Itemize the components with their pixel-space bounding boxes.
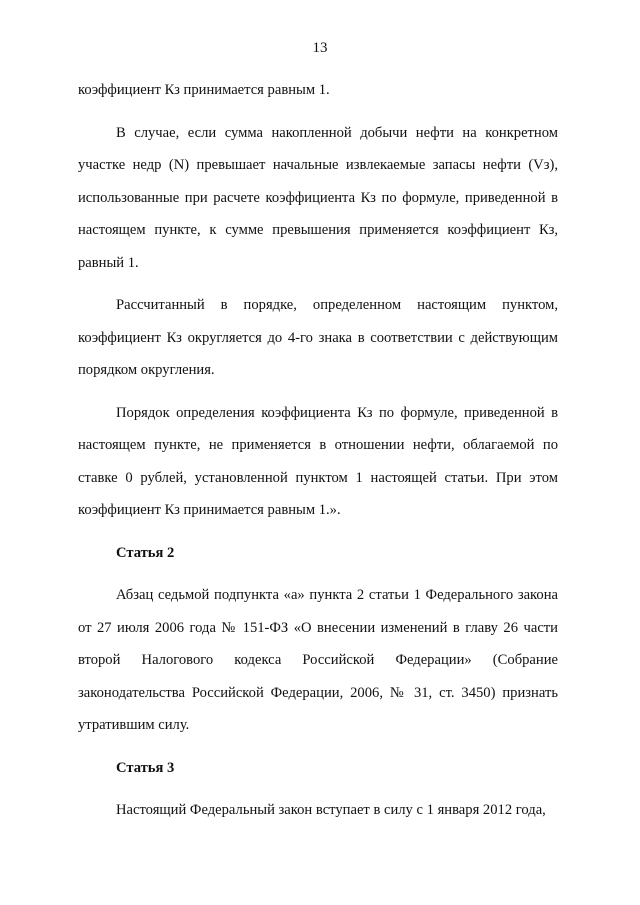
text-line: равный 1. [78, 254, 139, 271]
page-number: 13 [312, 40, 328, 56]
article-2 [78, 537, 558, 742]
paragraph-continuation [78, 74, 558, 107]
paragraph-rounding [78, 289, 558, 387]
article-heading: Статья 2 [116, 544, 175, 561]
text-line: ставке 0 рублей, установленной пунктом 1 настоящей статьи. При этом [78, 469, 558, 486]
text-line: законодательства Российской Федерации, 2006, № 31, ст. 3450) признать [78, 684, 558, 701]
text-line: участке недр (N) превышает начальные извлекаемые запасы нефти (Vз), [78, 157, 558, 173]
text-line: настоящем пункте, не применяется в отношении нефти, облагаемой по [78, 437, 558, 453]
article-3 [78, 752, 558, 827]
text-line: коэффициент Кз округляется до 4-го знака в соответствии с действующим [78, 329, 558, 346]
text-line: коэффициент Кз принимается равным 1.». [78, 502, 341, 518]
text-line: коэффициент Кз принимается равным 1. [78, 82, 330, 98]
text-line: настоящем пункте, к сумме превышения применяется коэффициент Кз, [78, 222, 558, 238]
text-line: использованные при расчете коэффициента Кз по формуле, приведенной в [78, 189, 558, 206]
text-line: Настоящий Федеральный закон вступает в силу с 1 января 2012 года, [116, 802, 546, 818]
text-line: Рассчитанный в порядке, определенном настоящим пунктом, [116, 297, 558, 313]
paragraph-excess-reserves [78, 117, 558, 280]
text-line: от 27 июля 2006 года № 151-ФЗ «О внесении изменений в главу 26 части [78, 619, 558, 636]
text-line: Абзац седьмой подпункта «а» пункта 2 статьи 1 Федерального закона [116, 587, 558, 603]
article-heading: Статья 3 [116, 759, 175, 776]
text-line: В случае, если сумма накопленной добычи нефти на конкретном [116, 124, 558, 141]
text-line: второй Налогового кодекса Российской Федерации» (Собрание [78, 652, 558, 668]
text-line: утратившим силу. [78, 717, 190, 733]
paragraph-zero-rate [78, 397, 558, 527]
text-line: Порядок определения коэффициента Кз по формуле, приведенной в [116, 404, 558, 421]
text-line: порядком округления. [78, 362, 215, 378]
document-body [78, 74, 558, 827]
